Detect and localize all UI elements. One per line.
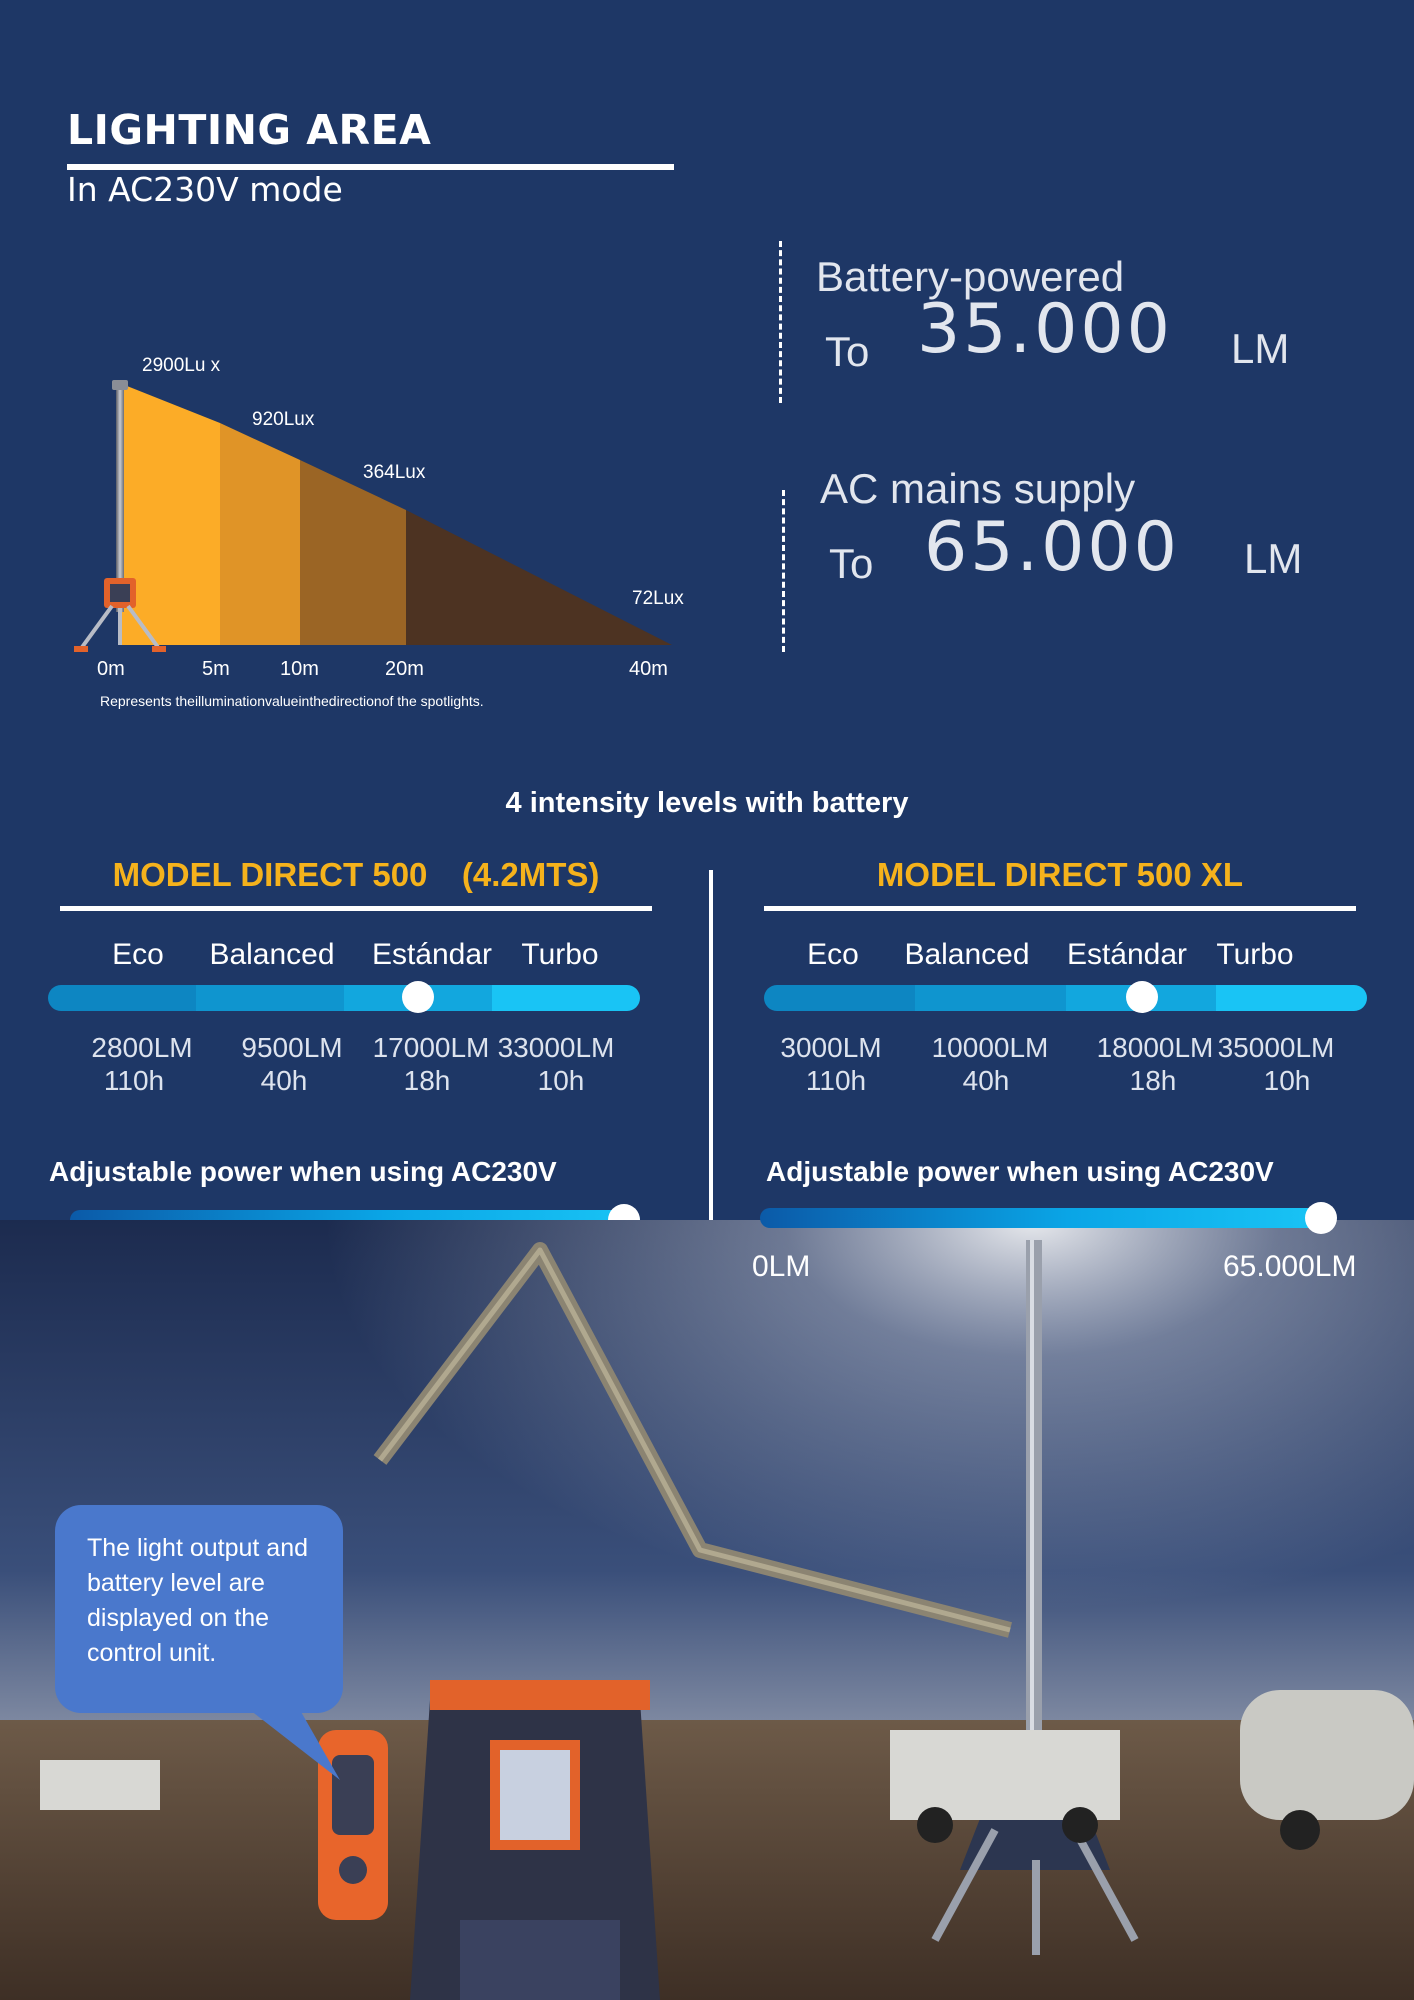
models-divider	[709, 870, 713, 1257]
model-2-hours-estandar: 18h	[1129, 1065, 1177, 1096]
model-2-adjustable-title: Adjustable power when using AC230V	[766, 1156, 1274, 1187]
model-direct-500-title	[60, 856, 652, 894]
model-1-lumen-eco: 2800LM	[91, 1032, 193, 1063]
model-2-name: MODEL DIRECT 500 XL	[876, 856, 1244, 893]
battery-to: To	[825, 328, 870, 375]
model-2-mode-eco: Eco	[807, 938, 859, 971]
model-1-suffix: (4.2MTS)	[461, 856, 600, 893]
model-1-adjustable-title: Adjustable power when using AC230V	[49, 1156, 557, 1187]
distance-label-3: 20m	[385, 658, 424, 680]
model-1-name: MODEL DIRECT 500	[112, 856, 428, 893]
levels-heading: 4 intensity levels with battery	[505, 787, 909, 819]
model-2-lumen-estandar: 18000LM	[1096, 1032, 1214, 1063]
lux-segment-20-40m	[406, 510, 672, 645]
lux-label-2: 364Lux	[363, 462, 426, 483]
model-2-hours-balanced: 40h	[962, 1065, 1010, 1096]
ac-lumen-value: 65.000	[924, 508, 1180, 587]
distance-label-1: 5m	[202, 658, 230, 680]
model-1-mode-estandar: Estándar	[371, 938, 493, 971]
chart-note: Represents theilluminationvalueinthedirectionof the spotlights.	[100, 693, 484, 709]
model-2-rule	[764, 906, 1356, 911]
model-1-mode-turbo: Turbo	[521, 938, 599, 971]
page-title: LIGHTING AREA	[67, 106, 432, 154]
model-2-adjustable-slider[interactable]	[760, 1208, 1320, 1228]
battery-divider	[779, 241, 782, 403]
model-2-lumen-balanced: 10000LM	[931, 1032, 1049, 1063]
ac-divider	[782, 490, 785, 652]
model-2-adjustable-min: 0LM	[752, 1250, 811, 1283]
lux-segment-10-20m	[300, 460, 406, 645]
model-1-mode-balanced: Balanced	[209, 938, 335, 971]
page-subtitle: In AC230V mode	[67, 170, 343, 209]
model-1-hours-balanced: 40h	[260, 1065, 308, 1096]
model-1-lumen-turbo: 33000LM	[497, 1032, 615, 1063]
model-1-mode-eco: Eco	[112, 938, 164, 971]
model-1-hours-eco: 110h	[103, 1065, 165, 1096]
model-1-lumen-estandar: 17000LM	[372, 1032, 490, 1063]
lux-segment-0-5m	[122, 384, 220, 645]
battery-unit: LM	[1231, 325, 1290, 372]
model-1-level-slider[interactable]	[48, 985, 640, 1011]
model-1-hours-estandar: 18h	[403, 1065, 451, 1096]
model-2-mode-balanced: Balanced	[904, 938, 1030, 971]
model-1-hours-turbo: 10h	[537, 1065, 585, 1096]
model-1-level-knob[interactable]	[402, 981, 434, 1013]
control-unit-callout: The light output and battery level are displayed on the control unit.	[55, 1505, 343, 1713]
model-2-hours-turbo: 10h	[1263, 1065, 1311, 1096]
battery-title: Battery-powered	[816, 253, 1125, 300]
lux-distance-chart	[0, 340, 700, 680]
distance-label-4: 40m	[629, 658, 668, 680]
model-2-lumen-eco: 3000LM	[780, 1032, 882, 1063]
ac-unit: LM	[1244, 535, 1303, 582]
model-2-hours-eco: 110h	[805, 1065, 867, 1096]
lux-label-0: 2900Lu x	[142, 355, 221, 376]
model-2-lumen-turbo: 35000LM	[1217, 1032, 1335, 1063]
distance-label-2: 10m	[280, 658, 319, 680]
model-1-lumen-balanced: 9500LM	[241, 1032, 343, 1063]
foreground-light-unit-icon	[410, 1680, 660, 2000]
lux-label-3: 72Lux	[632, 588, 684, 609]
ac-title: AC mains supply	[820, 465, 1136, 512]
distance-label-0: 0m	[97, 658, 125, 680]
model-2-adjustable-max: 65.000LM	[1223, 1250, 1357, 1283]
battery-lumen-value: 35.000	[917, 290, 1173, 369]
model-2-level-slider[interactable]	[764, 985, 1367, 1011]
lux-segment-5-10m	[220, 423, 300, 645]
control-unit-icon	[318, 1730, 388, 1920]
model-2-adjustable-knob[interactable]	[1305, 1202, 1337, 1234]
ac-to: To	[829, 540, 874, 587]
model-1-rule	[60, 906, 652, 911]
model-2-mode-turbo: Turbo	[1216, 938, 1294, 971]
lux-label-1: 920Lux	[252, 409, 315, 430]
model-2-mode-estandar: Estándar	[1066, 938, 1188, 971]
model-2-level-knob[interactable]	[1126, 981, 1158, 1013]
